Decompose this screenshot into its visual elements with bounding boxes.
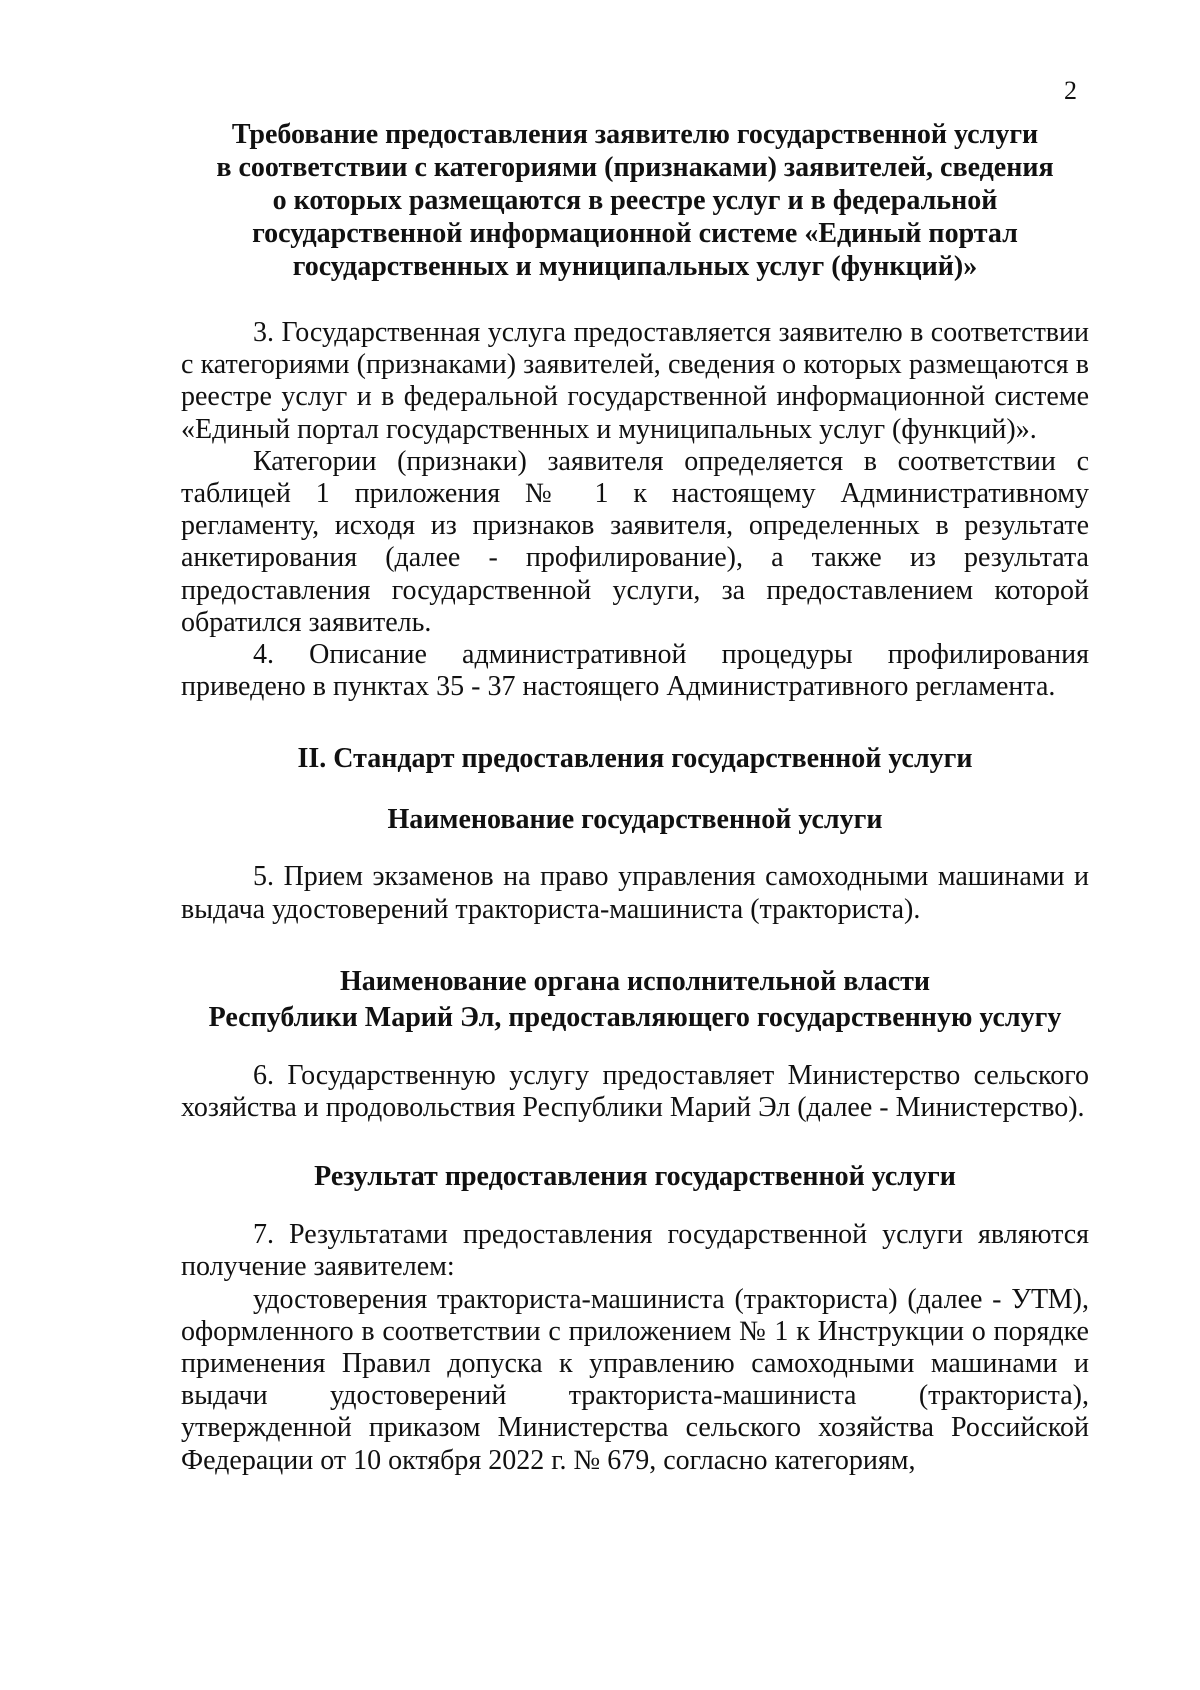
paragraph-3: 3. Государственная услуга предоставляется заявителю в соответствии с категориями (признаками) заявителей, сведения о которых размещаются в реестре услуг и в федеральной государственной информационной системе «Единый портал государственных и муниципальных услуг (функций)».: [181, 317, 1089, 445]
heading-result: Результат предоставления государственной услуги: [314, 1161, 956, 1193]
heading-line: в соответствии с категориями (признаками) заявителей, сведения: [216, 152, 1054, 183]
heading-line: государственных и муниципальных услуг (функций)»: [292, 251, 978, 282]
paragraph-4: 4. Описание административной процедуры профилирования приведено в пунктах 35 - 37 настоящего Административного регламента.: [181, 639, 1089, 703]
heading-line: Наименование органа исполнительной власти: [339, 965, 931, 997]
paragraph-6: 6. Государственную услугу предоставляет Министерство сельского хозяйства и продовольствия Республики Марий Эл (далее - Министерство).: [181, 1059, 1089, 1124]
heading-line: о которых размещаются в реестре услуг и в федеральной: [272, 185, 998, 216]
paragraph-5: 5. Прием экзаменов на право управления самоходными машинами и выдача удостоверений тракториста-машиниста (тракториста).: [181, 861, 1089, 925]
paragraph-7: 7. Результатами предоставления государственной услуги являются получение заявителем:: [181, 1219, 1089, 1283]
heading-requirement: [181, 118, 1089, 283]
page-number: 2: [1064, 76, 1077, 105]
heading-line: Республики Марий Эл, предоставляющего государственную услугу: [208, 1001, 1062, 1033]
heading-service-name: Наименование государственной услуги: [387, 804, 883, 836]
heading-authority: [181, 964, 1089, 1036]
paragraph-categories: Категории (признаки) заявителя определяется в соответствии с таблицей 1 приложения № 1 к настоящему Административному регламенту, исходя из признаков заявителя, определенных в результате анкетирования (далее - профилирование), а также из результата предоставления государственной услуги, за предоставлением которой обратился заявитель.: [181, 445, 1089, 638]
paragraph-utm: удостоверения тракториста-машиниста (тракториста) (далее - УТМ), оформленного в соответствии с приложением № 1 к Инструкции о порядке применения Правил допуска к управлению самоходными машинами и выдачи удостоверений тракториста-машиниста (тракториста), утвержденной приказом Министерства сельского хозяйства Российской Федерации от 10 октября 2022 г. № 679, согласно категориям,: [181, 1283, 1089, 1476]
section-heading-standard: II. Стандарт предоставления государственной услуги: [297, 743, 973, 775]
heading-line: государственной информационной системе «Единый портал: [252, 218, 1018, 249]
heading-line: Требование предоставления заявителю государственной услуги: [231, 119, 1039, 150]
document-body: [181, 118, 1089, 1477]
